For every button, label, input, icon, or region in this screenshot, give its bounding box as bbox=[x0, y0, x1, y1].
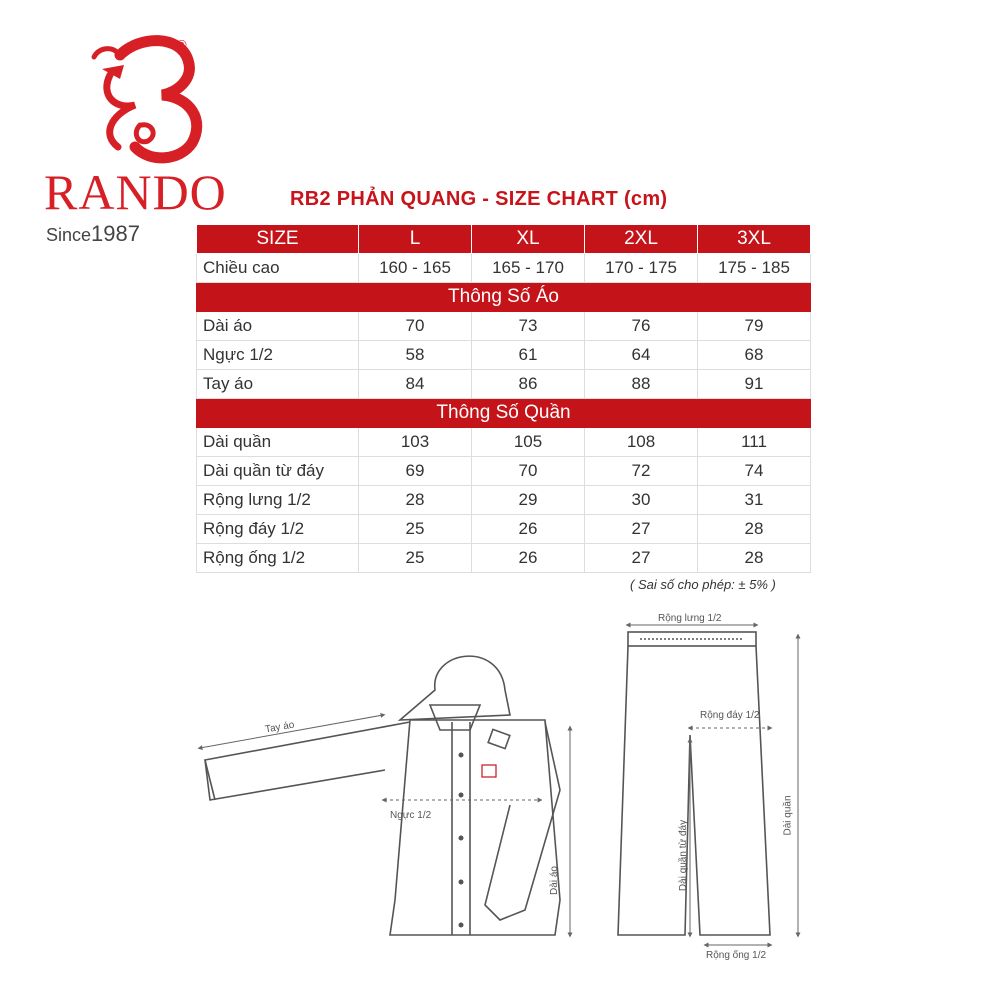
table-row bbox=[197, 486, 811, 515]
label-pants-length: Dài quần bbox=[782, 795, 794, 836]
value-cell: 86 bbox=[472, 370, 585, 399]
header-cell: 3XL bbox=[698, 225, 811, 254]
value-cell: 111 bbox=[698, 428, 811, 457]
row-label: Rộng đáy 1/2 bbox=[197, 515, 359, 544]
table-row bbox=[197, 457, 811, 486]
value-cell: 79 bbox=[698, 312, 811, 341]
value-cell: 25 bbox=[359, 515, 472, 544]
table-row bbox=[197, 312, 811, 341]
value-cell: 165 - 170 bbox=[472, 254, 585, 283]
table-header-row bbox=[197, 225, 811, 254]
since-year: 1987 bbox=[91, 221, 140, 246]
value-cell: 105 bbox=[472, 428, 585, 457]
label-inseam: Dài quần từ đáy bbox=[678, 819, 690, 892]
jacket-outline bbox=[205, 656, 560, 935]
value-cell: 72 bbox=[585, 457, 698, 486]
value-cell: 170 - 175 bbox=[585, 254, 698, 283]
row-label: Chiều cao bbox=[197, 254, 359, 283]
value-cell: 30 bbox=[585, 486, 698, 515]
value-cell: 64 bbox=[585, 341, 698, 370]
header-cell: XL bbox=[472, 225, 585, 254]
jacket-badge-icon bbox=[482, 765, 496, 777]
table-row bbox=[197, 544, 811, 573]
header-cell: L bbox=[359, 225, 472, 254]
row-label: Ngực 1/2 bbox=[197, 341, 359, 370]
value-cell: 27 bbox=[585, 515, 698, 544]
tolerance-note: ( Sai số cho phép: ± 5% ) bbox=[630, 577, 776, 592]
value-cell: 70 bbox=[472, 457, 585, 486]
value-cell: 91 bbox=[698, 370, 811, 399]
value-cell: 73 bbox=[472, 312, 585, 341]
label-hem: Rộng ống 1/2 bbox=[706, 950, 767, 961]
value-cell: 108 bbox=[585, 428, 698, 457]
since-label bbox=[46, 221, 140, 247]
section-header-row bbox=[197, 283, 811, 312]
label-sleeve: Tay áo bbox=[264, 719, 296, 736]
label-jacket-length: Dài áo bbox=[548, 866, 560, 895]
table-row bbox=[197, 370, 811, 399]
section-title: Thông Số Áo bbox=[197, 283, 811, 312]
value-cell: 70 bbox=[359, 312, 472, 341]
row-label: Rộng lưng 1/2 bbox=[197, 486, 359, 515]
value-cell: 74 bbox=[698, 457, 811, 486]
seahorse-logo-icon bbox=[80, 35, 220, 165]
row-label: Dài quần từ đáy bbox=[197, 457, 359, 486]
value-cell: 61 bbox=[472, 341, 585, 370]
label-crotch: Rộng đáy 1/2 bbox=[700, 710, 760, 721]
value-cell: 160 - 165 bbox=[359, 254, 472, 283]
row-label: Rộng ống 1/2 bbox=[197, 544, 359, 573]
value-cell: 84 bbox=[359, 370, 472, 399]
garment-diagram bbox=[0, 600, 1000, 1005]
garment-drawing bbox=[0, 600, 1000, 1000]
value-cell: 69 bbox=[359, 457, 472, 486]
value-cell: 26 bbox=[472, 544, 585, 573]
row-label: Tay áo bbox=[197, 370, 359, 399]
label-chest: Ngực 1/2 bbox=[390, 810, 432, 821]
value-cell: 25 bbox=[359, 544, 472, 573]
value-cell: 88 bbox=[585, 370, 698, 399]
value-cell: 68 bbox=[698, 341, 811, 370]
row-label: Dài quần bbox=[197, 428, 359, 457]
page-title: RB2 PHẢN QUANG - SIZE CHART (cm) bbox=[290, 188, 668, 210]
value-cell: 28 bbox=[698, 544, 811, 573]
value-cell: 28 bbox=[359, 486, 472, 515]
value-cell: 31 bbox=[698, 486, 811, 515]
registered-mark: ® bbox=[177, 37, 187, 52]
since-text: Since bbox=[46, 225, 92, 245]
jacket-buttons bbox=[459, 753, 464, 928]
header-cell: 2XL bbox=[585, 225, 698, 254]
value-cell: 26 bbox=[472, 515, 585, 544]
section-header-row bbox=[197, 399, 811, 428]
table-row bbox=[197, 428, 811, 457]
table-row bbox=[197, 341, 811, 370]
label-waist: Rộng lưng 1/2 bbox=[658, 613, 722, 624]
row-label: Dài áo bbox=[197, 312, 359, 341]
table-row bbox=[197, 515, 811, 544]
section-title: Thông Số Quần bbox=[197, 399, 811, 428]
value-cell: 28 bbox=[698, 515, 811, 544]
height-row bbox=[197, 254, 811, 283]
brand-logo bbox=[40, 35, 250, 250]
brand-name: RANDO bbox=[44, 164, 227, 220]
size-chart-table bbox=[196, 224, 811, 573]
value-cell: 76 bbox=[585, 312, 698, 341]
value-cell: 27 bbox=[585, 544, 698, 573]
value-cell: 29 bbox=[472, 486, 585, 515]
value-cell: 175 - 185 bbox=[698, 254, 811, 283]
pants-outline bbox=[618, 632, 770, 935]
header-cell: SIZE bbox=[197, 225, 359, 254]
value-cell: 58 bbox=[359, 341, 472, 370]
value-cell: 103 bbox=[359, 428, 472, 457]
